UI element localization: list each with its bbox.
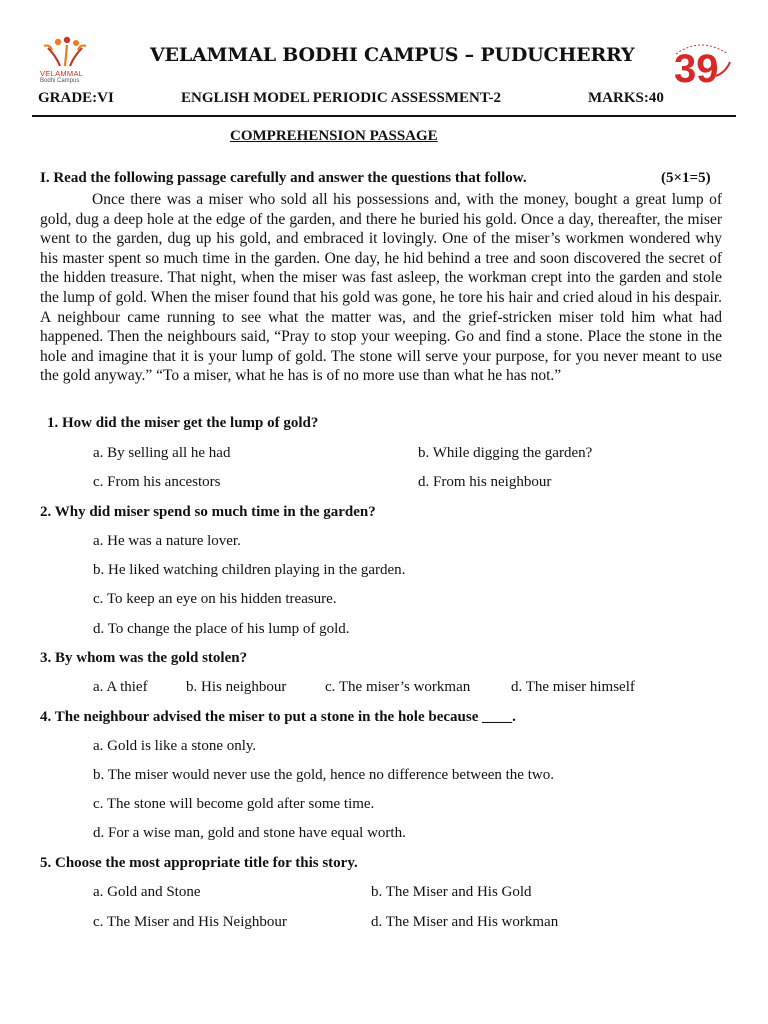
q1-option-c: c. From his ancestors — [93, 474, 221, 490]
header-divider — [32, 115, 736, 117]
q5-option-b: b. The Miser and His Gold — [371, 884, 532, 900]
q4-option-a: a. Gold is like a stone only. — [93, 738, 257, 754]
logo-brand-text: VELAMMAL — [40, 69, 84, 78]
q2-option-a: a. He was a nature lover. — [93, 533, 241, 549]
question-4: 4. The neighbour advised the miser to put a stone in the hole because ____. — [40, 709, 516, 725]
logo-sub-text: Bodhi Campus — [40, 78, 80, 84]
anniversary-logo — [668, 36, 734, 90]
q3-option-c: c. The miser’s workman — [325, 679, 471, 695]
svg-text:39: 39 — [674, 47, 719, 90]
q3-option-d: d. The miser himself — [511, 679, 635, 695]
marks-scheme: (5×1=5) — [661, 170, 711, 186]
instruction-text: I. Read the following passage carefully and answer the questions that follow. — [40, 170, 527, 186]
school-title: VELAMMAL BODHI CAMPUS – PUDUCHERRY — [150, 44, 635, 66]
q3-option-a: a. A thief — [93, 679, 148, 695]
q1-option-d: d. From his neighbour — [418, 474, 552, 490]
q2-option-d: d. To change the place of his lump of gold. — [93, 621, 350, 637]
passage-text: Once there was a miser who sold all his possessions and, with the money, bought a great lump of gold, dug a deep hole at the edge of the garden, and there he buried his gold. Once a day, thereafter, the miser went to the garden, dug up his gold, and embraced it lovingly. One of the miser’s workmen wondered why his master spent so much time in the garden. One day, he hid behind a tree and soon discovered the secret of the hidden treasure. That night, when the miser was fast asleep, the workman crept into the garden and stole the lump of gold. When the miser found that his gold was gone, he tore his hair and cried aloud in his despair. A neighbour came running to see what the matter was, and the grief-stricken miser told him what had happened. Then the neighbours said, “Pray to stop your weeping. Go and find a stone. Place the stone in the hole and imagine that it is your lump of gold. The stone will serve your purpose, for you never meant to use the gold anyway.” “To a miser, what he has is of no more use than what he has not.” — [40, 191, 722, 385]
tree-people-icon — [34, 36, 94, 70]
q4-option-b: b. The miser would never use the gold, hence no difference between the two. — [93, 767, 554, 783]
question-5: 5. Choose the most appropriate title for this story. — [40, 855, 358, 871]
question-2: 2. Why did miser spend so much time in the garden? — [40, 504, 376, 520]
q4-option-d: d. For a wise man, gold and stone have equal worth. — [93, 825, 406, 841]
assessment-title: ENGLISH MODEL PERIODIC ASSESSMENT-2 — [181, 90, 501, 106]
marks-label: MARKS:40 — [588, 90, 664, 106]
anniversary-emblem-icon — [668, 36, 734, 90]
section-title: COMPREHENSION PASSAGE — [230, 128, 438, 144]
q2-option-c: c. To keep an eye on his hidden treasure. — [93, 591, 337, 607]
grade-label: GRADE:VI — [38, 90, 114, 106]
q3-option-b: b. His neighbour — [186, 679, 287, 695]
q4-option-c: c. The stone will become gold after some time. — [93, 796, 375, 812]
q5-option-c: c. The Miser and His Neighbour — [93, 914, 287, 930]
school-logo-left — [34, 36, 94, 90]
q2-option-b: b. He liked watching children playing in the garden. — [93, 562, 406, 578]
q5-option-d: d. The Miser and His workman — [371, 914, 559, 930]
q1-option-b: b. While digging the garden? — [418, 445, 593, 461]
q5-option-a: a. Gold and Stone — [93, 884, 201, 900]
question-3: 3. By whom was the gold stolen? — [40, 650, 248, 666]
q1-option-a: a. By selling all he had — [93, 445, 231, 461]
question-1: 1. How did the miser get the lump of gold? — [47, 415, 319, 431]
